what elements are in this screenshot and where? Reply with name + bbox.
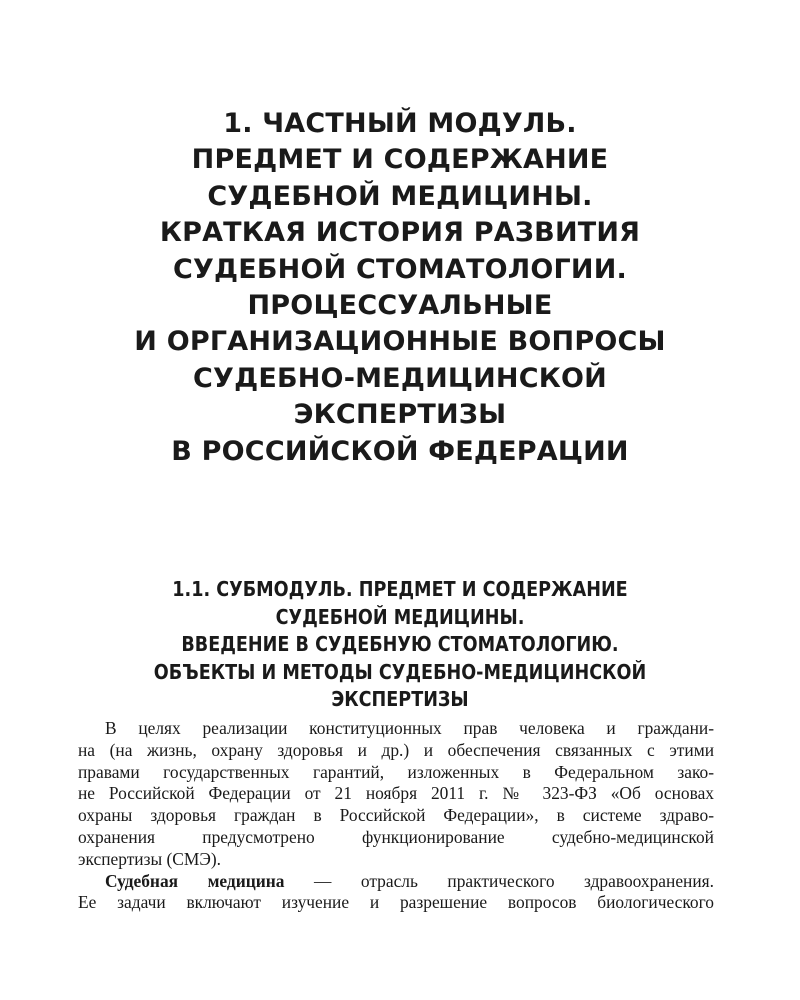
section-title-line: 1.1. СУБМОДУЛЬ. ПРЕДМЕТ И СОДЕРЖАНИЕ — [172, 577, 628, 601]
paragraph-line — [78, 871, 714, 893]
chapter-title-line: ПРОЦЕССУАЛЬНЫЕ — [247, 290, 553, 322]
paragraph-line: охранения предусмотрено функционирование судебно-медицинской — [78, 826, 714, 847]
chapter-title-line: СУДЕБНОЙ СТОМАТОЛОГИИ. — [172, 253, 627, 285]
chapter-title-line: 1. ЧАСТНЫЙ МОДУЛЬ. — [223, 108, 577, 139]
section-title — [118, 576, 681, 714]
chapter-title-line: ПРЕДМЕТ И СОДЕРЖАНИЕ — [191, 144, 609, 176]
section-title-line: ЭКСПЕРТИЗЫ — [331, 687, 469, 712]
chapter-title — [80, 106, 720, 470]
paragraph-line: правами государственных гарантий, изложенных в Федеральном зако- — [78, 761, 714, 782]
chapter-title-line: КРАТКАЯ ИСТОРИЯ РАЗВИТИЯ — [159, 217, 641, 249]
paragraph-line: Ее задачи включают изучение и разрешение вопросов биологического — [78, 892, 714, 913]
paragraph-definition — [78, 871, 714, 915]
section-title-line: ОБЪЕКТЫ И МЕТОДЫ СУДЕБНО-МЕДИЦИНСКОЙ — [153, 659, 647, 684]
chapter-title-line: СУДЕБНО-МЕДИЦИНСКОЙ — [193, 362, 607, 394]
section-title-line: СУДЕБНОЙ МЕДИЦИНЫ. — [275, 604, 525, 629]
chapter-title-line: В РОССИЙСКОЙ ФЕДЕРАЦИИ — [171, 435, 629, 467]
body-text — [78, 718, 714, 914]
paragraph-line: В целях реализации конституционных прав человека и граждани- — [105, 718, 714, 738]
chapter-title-line: ЭКСПЕРТИЗЫ — [293, 399, 507, 431]
definition-text: — отрасль практического здравоохранения. — [284, 870, 714, 891]
chapter-title-line: СУДЕБНОЙ МЕДИЦИНЫ. — [207, 180, 593, 212]
paragraph-intro — [78, 718, 714, 871]
section-title-line: ВВЕДЕНИЕ В СУДЕБНУЮ СТОМАТОЛОГИЮ. — [181, 632, 619, 657]
chapter-title-line: И ОРГАНИЗАЦИОННЫЕ ВОПРОСЫ — [134, 326, 666, 358]
defined-term: Судебная медицина — [105, 870, 285, 891]
paragraph-line: на (на жизнь, охрану здоровья и др.) и обеспечения связанных с этими — [78, 739, 714, 760]
paragraph-line: не Российской Федерации от 21 ноября 2011 г. № 323-ФЗ «Об основах — [78, 783, 714, 804]
paragraph-line: охраны здоровья граждан в Российской Федерации», в системе здраво- — [78, 805, 714, 826]
paragraph-line: экспертизы (СМЭ). — [78, 848, 221, 869]
